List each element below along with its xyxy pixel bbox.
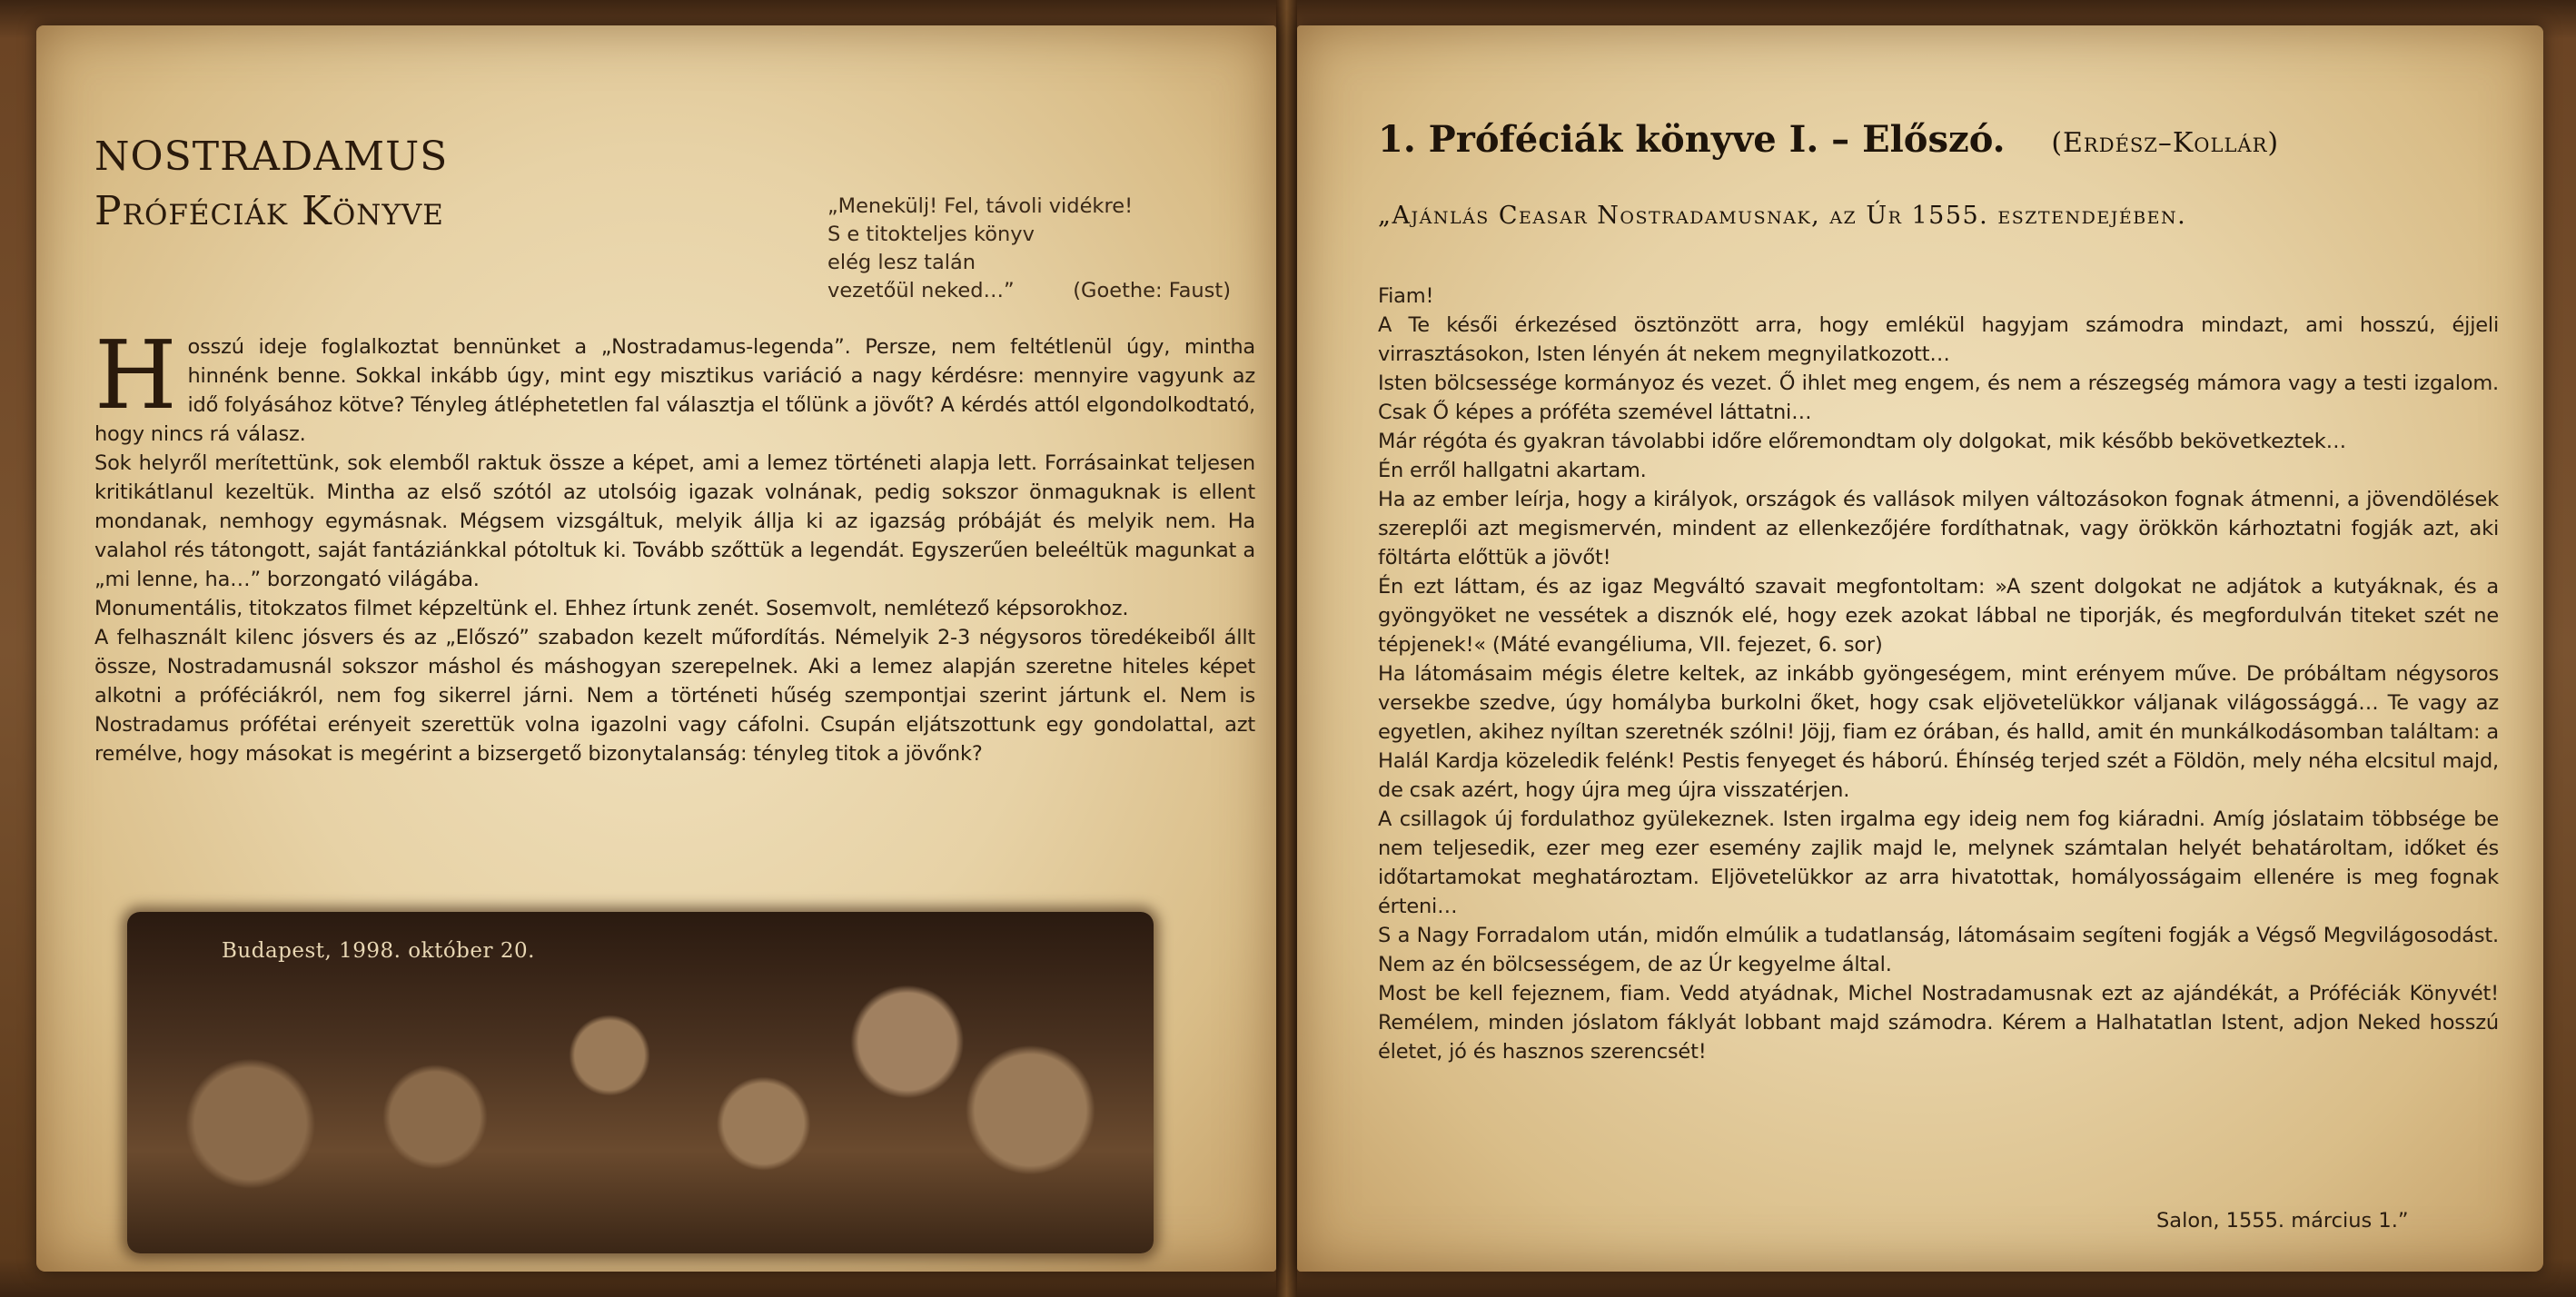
band-photo	[127, 912, 1154, 1253]
preface-paragraph: Ha az ember leírja, hogy a királyok, országok és vallások milyen változásokon fognak átmenni, a jövendölések szereplői azt megismervén, mindent az ellenkezőjére fordíthatnak, vagy örökkön kárhoztatni fogják azt, aki föltárta előttük a jövőt!	[1378, 488, 2499, 569]
preface-paragraph: S a Nagy Forradalom után, midőn elmúlik a tudatlanság, látomásaim segíteni fogják a Végső Megvilágosodást. Nem az én bölcsességem, de az Úr kegyelme által.	[1378, 924, 2499, 976]
section-title	[1378, 118, 2279, 161]
quote-line: S e titokteljes könyv	[827, 223, 1035, 246]
preface-paragraph: Ha látomásaim mégis életre keltek, az inkább gyöngeségem, mint erényem műve. De próbáltam négysoros versekbe szedve, úgy homályba burkolni őket, hogy csak eljövetelükkor váljanak világossággá… Te vagy az egyetlen, akihez nyíltan szeretnék szólni! Jöjj, fiam ez órában, és halld, amit én munkálkodásomban találtam: a Halál Kardja közeledik felénk! Pestis fenyeget és háború. Éhínség terjed szét a Földön, mely néha elcsitul majd, de csak azért, hogy újra meg újra visszatérjen.	[1378, 662, 2499, 802]
intro-text	[94, 320, 1255, 768]
quote-line: vezetőül neked…”	[827, 279, 1015, 302]
title-line-2: Próféciák Könyve	[94, 188, 444, 234]
preface-paragraph: A csillagok új fordulathoz gyülekeznek. Isten irgalma egy ideig nem fog kiáradni. Amíg jóslataim többsége be nem teljesedik, ezer meg ezer esemény zajlik majd le, melynek számtalan helyét behatároltam, időket és időtartamokat meghatároztam. Eljövetelükkor az arra hivatottak, homályosságaim ellenére is meg fognak érteni…	[1378, 807, 2499, 918]
goethe-quote	[795, 193, 1249, 305]
preface-paragraph: A Te késői érkezésed ösztönzött arra, hogy emlékül hagyjam számodra mindazt, ami hosszú, éjjeli virrasztásokon, Isten lényén át nekem megnyilatkozott…	[1378, 313, 2499, 366]
intro-paragraph: Hosszú ideje foglalkoztat bennünket a „Nostradamus-legenda”. Persze, nem feltétlenül úgy, mintha hinnénk benne. Sokkal inkább úgy, mint egy misztikus variáció a nagy kérdésre: mennyire vagyunk az idő folyásához kötve? Tényleg átléphetetlen fal választja el tőlünk a jövőt? A kérdés attól elgondolkodtató, hogy nincs rá válasz.	[94, 320, 1255, 446]
quote-line: elég lesz talán	[827, 251, 976, 274]
quote-line: „Menekülj! Fel, távoli vidékre!	[827, 194, 1134, 218]
drop-cap: H	[94, 320, 177, 431]
section-title-text: 1. Próféciák könyve I. – Előszó.	[1378, 118, 2006, 161]
preface-paragraph: Én erről hallgatni akartam.	[1378, 459, 1647, 482]
preface-paragraph: Már régóta és gyakran távolabbi időre előremondtam oly dolgokat, mik később bekövetkeztek…	[1378, 430, 2346, 453]
booklet-spine	[1276, 0, 1297, 1297]
booklet-title	[94, 130, 448, 239]
preface-paragraph: Fiam!	[1378, 284, 1434, 308]
preface-paragraph: Most be kell fejeznem, fiam. Vedd atyádnak, Michel Nostradamusnak ezt az ajándékát, a Próféciák Könyvét! Remélem, minden jóslatom fáklyát lobbant majd számodra. Kérem a Halhatatlan Istent, adjon Neked hosszú életet, jó és hasznos szerencsét!	[1378, 982, 2499, 1064]
section-authors: (Erdész–Kollár)	[2051, 127, 2280, 159]
preface-text	[1378, 282, 2499, 1066]
quote-last-line	[795, 277, 1249, 305]
intro-paragraph: A felhasznált kilenc jósvers és az „Előszó” szabadon kezelt műfordítás. Némelyik 2-3 négysoros töredékeiből állt össze, Nostradamusnál sokszor máshol és máshogyan szerepelnek. Aki a lemez alapján szeretne hiteles képet alkotni a próféciákról, nem fog sikerrel járni. Nem a történeti hűség szempontjai szerint jártunk el. Nem is Nostradamus prófétai erényeit szerettük volna igazolni vagy cáfolni. Csupán eljátszottunk egy gondolattal, azt remélve, hogy másokat is megérint a bizsergető bizonytalanság: tényleg titok a jövőnk?	[94, 626, 1255, 766]
title-line-1: NOSTRADAMUS	[94, 134, 449, 180]
right-page	[1297, 25, 2543, 1272]
quote-attribution: (Goethe: Faust)	[1073, 279, 1231, 302]
signature-line: Salon, 1555. március 1.”	[2156, 1209, 2409, 1233]
left-page	[36, 25, 1276, 1272]
intro-paragraph: Sok helyről merítettünk, sok elemből raktuk össze a képet, ami a lemez történeti alapja lett. Forrásainkat teljesen kritikátlanul kezeltük. Mintha az első szótól az utolsóig igazak volnának, pedig sokszor önmaguknak is ellent mondanak, nemhogy egymásnak. Mégsem vizsgáltuk, melyik állja ki az igazság próbáját és melyik nem. Ha valahol rés tátongott, saját fantáziánkkal pótoltuk ki. Tovább szőttük a legendát. Egyszerűen beleéltük magunkat a „mi lenne, ha…” borzongató világába.	[94, 451, 1255, 591]
preface-paragraph: Én ezt láttam, és az igaz Megváltó szavait megfontoltam: »A szent dolgokat ne adjátok a kutyáknak, és a gyöngyöket ne vessétek a disznók elé, hogy ezek azokat lábbal ne tiporják, és megfordulván titeket szét ne tépjenek!« (Máté evangéliuma, VII. fejezet, 6. sor)	[1378, 575, 2499, 657]
section-subtitle: „Ajánlás Ceasar Nostradamusnak, az Úr 1555. esztendejében.	[1378, 202, 2187, 230]
photo-caption: Budapest, 1998. október 20.	[222, 939, 535, 963]
intro-paragraph: Monumentális, titokzatos filmet képzeltünk el. Ehhez írtunk zenét. Sosemvolt, nemlétező képsorokhoz.	[94, 597, 1129, 620]
preface-paragraph: Isten bölcsessége kormányoz és vezet. Ő ihlet meg engem, és nem a részegség mámora vagy a testi izgalom. Csak Ő képes a próféta szemével láttatni…	[1378, 371, 2499, 424]
